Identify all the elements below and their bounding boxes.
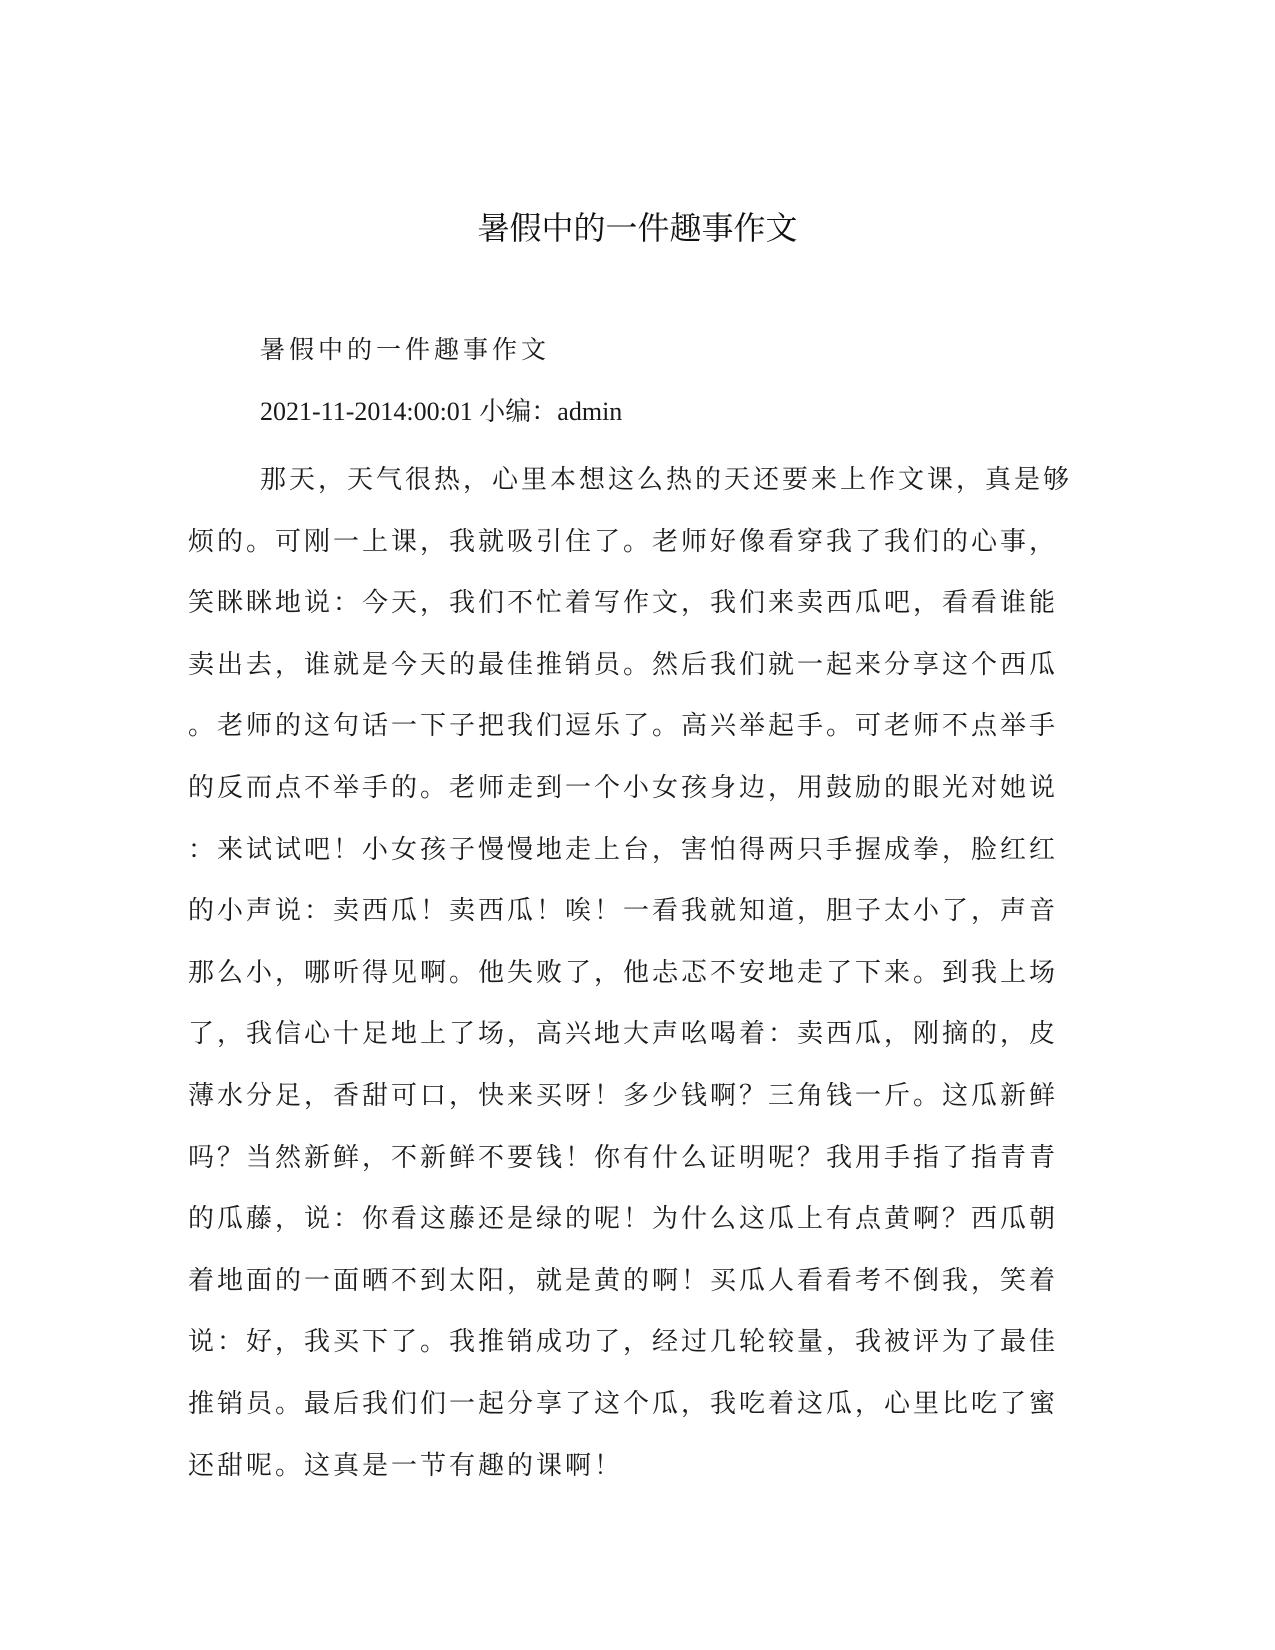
body-line: 卖出去，谁就是今天的最佳推销员。然后我们就一起来分享这个西瓜: [188, 649, 1059, 680]
body-line: 那天，天气很热，心里本想这么热的天还要来上作文课，真是够: [260, 465, 1073, 495]
body-line: 笑眯眯地说：今天，我们不忙着写作文，我们来卖西瓜吧，看看谁能: [188, 588, 1059, 619]
body-line: 薄水分足，香甜可口，快来买呀！多少钱啊？三角钱一斤。这瓜新鲜: [188, 1080, 1059, 1111]
body-line: 说：好，我买下了。我推销成功了，经过几轮较量，我被评为了最佳: [188, 1327, 1059, 1358]
body-line: 吗？当然新鲜，不新鲜不要钱！你有什么证明呢？我用手指了指青青: [188, 1142, 1059, 1173]
body-line: 的小声说：卖西瓜！卖西瓜！唉！一看我就知道，胆子太小了，声音: [188, 896, 1059, 927]
body-line: 还甜呢。这真是一节有趣的课啊！: [188, 1450, 624, 1481]
body-line: 烦的。可刚一上课，我就吸引住了。老师好像看穿我了我们的心事，: [188, 526, 1059, 557]
document-title: 暑假中的一件趣事作文: [477, 209, 798, 247]
body-line: 了，我信心十足地上了场，高兴地大声吆喝着：卖西瓜，刚摘的，皮: [188, 1019, 1059, 1050]
body-line: 。老师的这句话一下子把我们逗乐了。高兴举起手。可老师不点举手: [188, 711, 1059, 742]
body-line: 着地面的一面晒不到太阳，就是黄的啊！买瓜人看看考不倒我，笑着: [188, 1265, 1059, 1296]
body-line: ：来试试吧！小女孩子慢慢地走上台，害怕得两只手握成拳，脸红红: [188, 834, 1059, 865]
body-line: 的反而点不举手的。老师走到一个小女孩身边，用鼓励的眼光对她说: [188, 772, 1059, 803]
body-line: 那么小，哪听得见啊。他失败了，他忐忑不安地走了下来。到我上场: [188, 957, 1059, 988]
body-line: 推销员。最后我们们一起分享了这个瓜，我吃着这瓜，心里比吃了蜜: [188, 1388, 1059, 1419]
article-body: [188, 450, 1088, 1497]
article-subtitle: 暑假中的一件趣事作文: [260, 335, 551, 364]
body-line: 的瓜藤，说：你看这藤还是绿的呢！为什么这瓜上有点黄啊？西瓜朝: [188, 1204, 1059, 1235]
article-meta: 2021-11-2014:00:01 小编：admin: [260, 397, 623, 426]
